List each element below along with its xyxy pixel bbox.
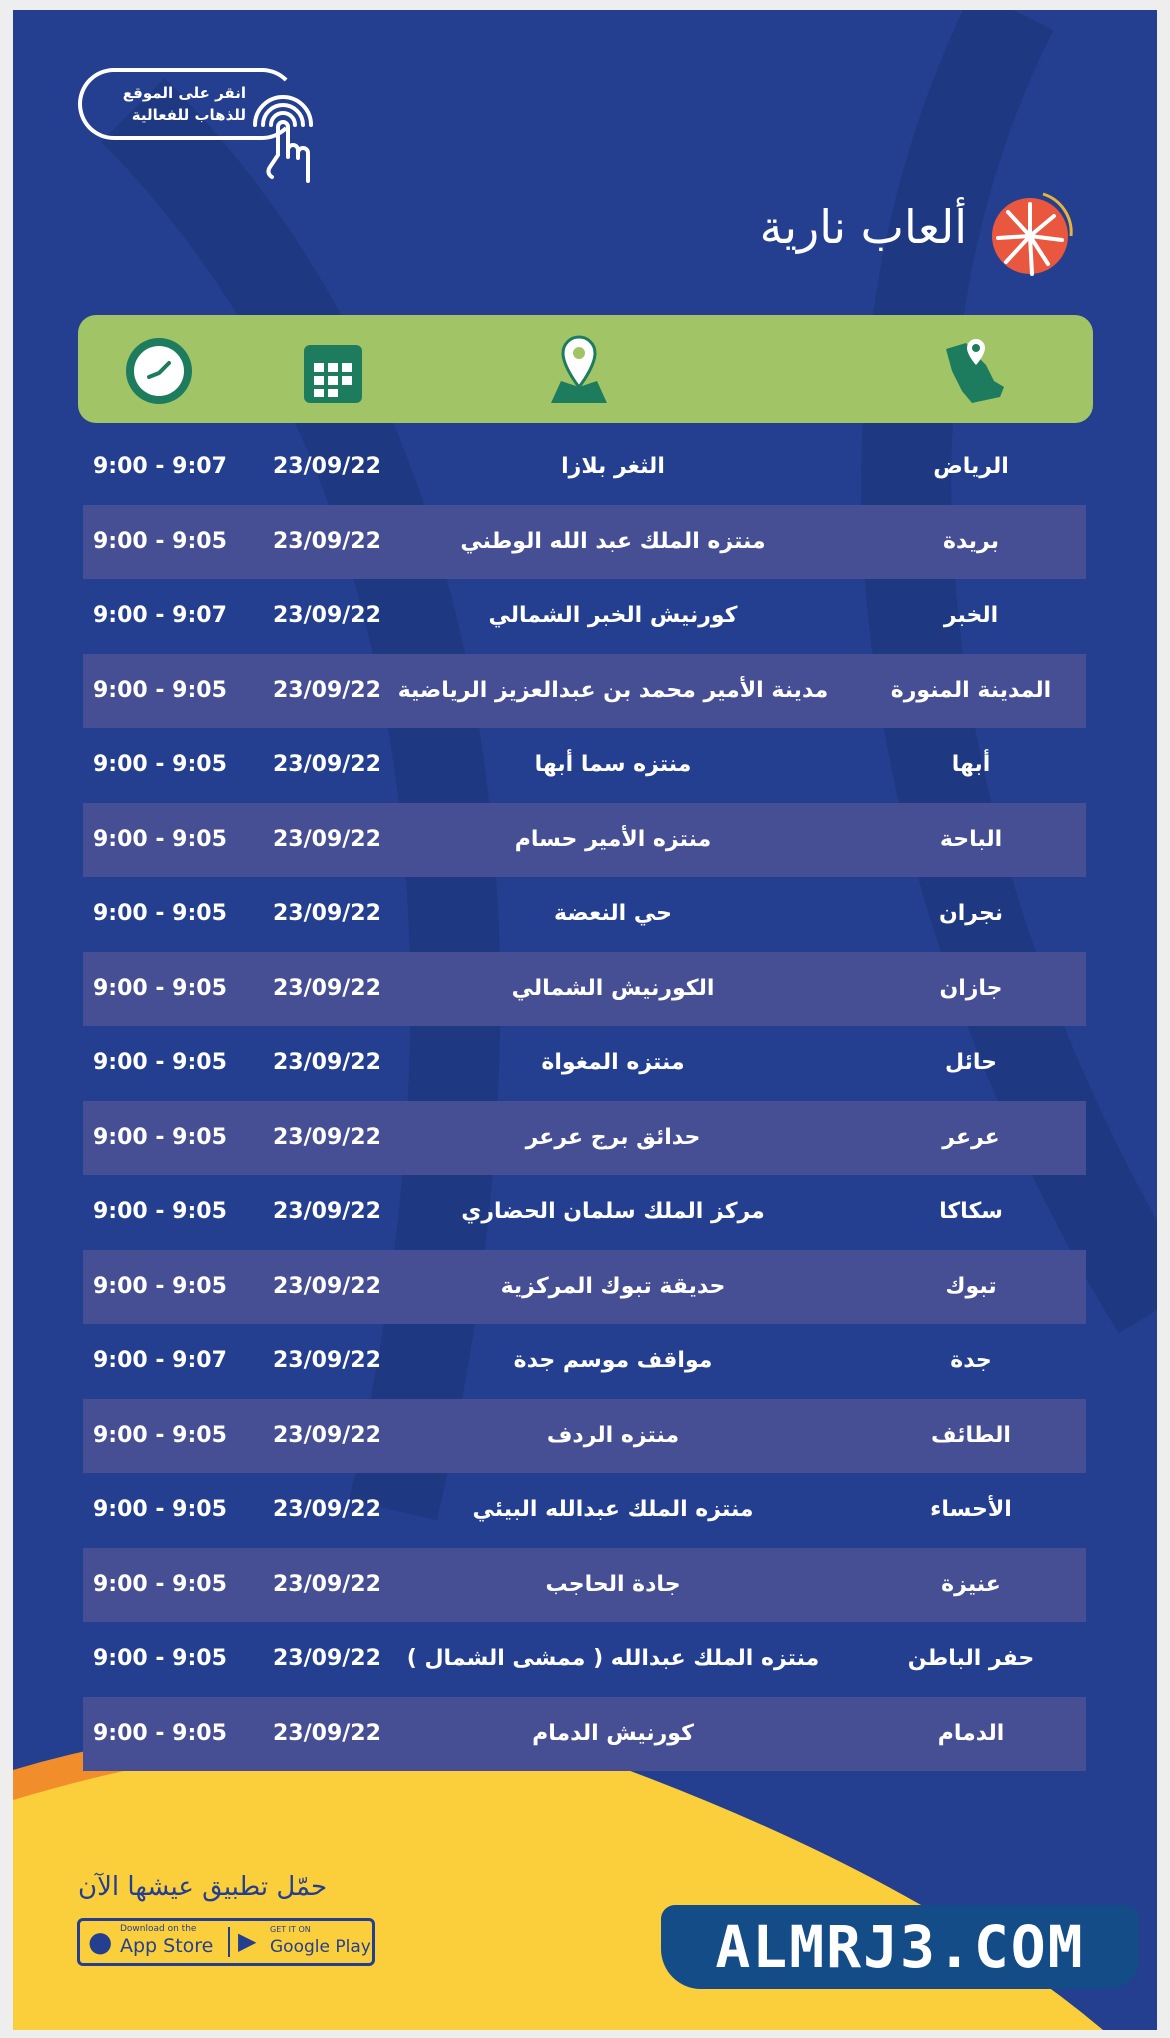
city-cell: نجران	[938, 901, 1004, 926]
table-row	[83, 1250, 1086, 1324]
table-row	[83, 1399, 1086, 1473]
date-cell: 23/09/22	[273, 1497, 381, 1522]
map-pin-icon	[543, 335, 615, 407]
clock-icon	[123, 335, 195, 407]
place-cell: منتزه الملك عبدالله البيئي	[472, 1497, 754, 1522]
brand-watermark: ALMRJ3.COM	[661, 1905, 1139, 1989]
city-cell: سكاكا	[939, 1199, 1003, 1224]
date-cell: 23/09/22	[273, 752, 381, 777]
date-cell: 23/09/22	[273, 677, 381, 703]
table-row	[83, 728, 1086, 802]
date-cell: 23/09/22	[273, 1720, 381, 1746]
appstore-small-label: Download on the	[120, 1924, 197, 1934]
date-cell: 23/09/22	[273, 454, 381, 479]
gplay-small-label: GET IT ON	[270, 1925, 311, 1934]
date-cell: 23/09/22	[273, 1646, 381, 1671]
date-cell: 23/09/22	[273, 1273, 381, 1299]
city-cell: أبها	[951, 752, 991, 777]
time-cell: 9:00 - 9:05	[93, 1050, 227, 1075]
event-card	[13, 10, 1157, 2030]
place-cell: مركز الملك سلمان الحضاري	[461, 1199, 765, 1224]
table-row	[83, 1175, 1086, 1249]
time-cell: 9:00 - 9:07	[93, 1348, 227, 1373]
table-row	[83, 1324, 1086, 1398]
gplay-label: Google Play	[270, 1937, 371, 1957]
calendar-icon	[298, 335, 370, 407]
place-cell: حي النعضة	[554, 901, 672, 926]
badge-divider	[228, 1927, 230, 1957]
place-cell: منتزه الأمير حسام	[514, 826, 712, 852]
city-cell: الخبر	[943, 603, 999, 628]
city-cell: الدمام	[937, 1720, 1005, 1746]
place-cell: مواقف موسم جدة	[513, 1348, 713, 1373]
store-badges	[77, 1918, 375, 1966]
time-cell: 9:00 - 9:05	[93, 677, 227, 703]
table-row	[83, 430, 1086, 504]
time-cell: 9:00 - 9:05	[93, 901, 227, 926]
table-row	[83, 803, 1086, 877]
table-row	[83, 1101, 1086, 1175]
table-row	[83, 654, 1086, 728]
city-cell: حائل	[944, 1050, 997, 1075]
place-cell: كورنيش الخبر الشمالي	[488, 603, 738, 628]
time-cell: 9:00 - 9:05	[93, 1571, 227, 1597]
time-cell: 9:00 - 9:07	[93, 603, 227, 628]
city-cell: الأحساء	[930, 1497, 1012, 1522]
appstore-label: App Store	[120, 1935, 214, 1957]
time-cell: 9:00 - 9:05	[93, 528, 227, 554]
hand-tap-icon	[253, 95, 323, 185]
city-cell: عنيزة	[941, 1571, 1001, 1597]
download-title: حمّل تطبيق عيشها الآن	[78, 1872, 328, 1902]
time-cell: 9:00 - 9:05	[93, 1646, 227, 1671]
time-cell: 9:00 - 9:05	[93, 752, 227, 777]
google-play-button[interactable]	[232, 1921, 372, 1963]
page-title: ألعاب نارية	[759, 200, 967, 254]
fireworks-icon	[988, 188, 1078, 278]
city-cell: جدة	[950, 1348, 992, 1373]
city-cell: الطائف	[931, 1422, 1011, 1448]
city-cell: عرعر	[942, 1124, 1000, 1150]
city-cell: بريدة	[943, 528, 999, 554]
place-cell: حدائق برج عرعر	[525, 1124, 701, 1150]
table-row	[83, 1548, 1086, 1622]
table-row	[83, 1473, 1086, 1547]
app-store-button[interactable]	[80, 1921, 228, 1963]
place-cell: منتزه الردف	[546, 1422, 680, 1448]
tap-line2: للذهاب للفعالية	[131, 106, 246, 124]
time-cell: 9:00 - 9:05	[93, 1124, 227, 1150]
city-cell: المدينة المنورة	[890, 677, 1052, 703]
time-cell: 9:00 - 9:05	[93, 1497, 227, 1522]
place-cell: منتزه الملك عبد الله الوطني	[460, 528, 766, 554]
time-cell: 9:00 - 9:05	[93, 975, 227, 1001]
table-row	[83, 1622, 1086, 1696]
date-cell: 23/09/22	[273, 1571, 381, 1597]
saudi-map-pin-icon	[938, 335, 1010, 407]
date-cell: 23/09/22	[273, 1348, 381, 1373]
place-cell: منتزه سما أبها	[534, 752, 692, 777]
city-cell: الباحة	[939, 826, 1003, 852]
time-cell: 9:00 - 9:05	[93, 1199, 227, 1224]
date-cell: 23/09/22	[273, 1050, 381, 1075]
place-cell: الكورنيش الشمالي	[511, 975, 715, 1001]
date-cell: 23/09/22	[273, 1422, 381, 1448]
place-cell: كورنيش الدمام	[532, 1720, 694, 1746]
place-cell: جادة الحاجب	[545, 1571, 681, 1597]
time-cell: 9:00 - 9:05	[93, 826, 227, 852]
place-cell: مدينة الأمير محمد بن عبدالعزيز الرياضية	[397, 677, 829, 703]
city-cell: تبوك	[945, 1273, 997, 1299]
city-cell: الرياض	[933, 454, 1009, 479]
place-cell: منتزه المغواة	[541, 1050, 685, 1075]
table-row	[83, 877, 1086, 951]
table-row	[83, 1026, 1086, 1100]
city-cell: حفر الباطن	[907, 1646, 1035, 1671]
date-cell: 23/09/22	[273, 975, 381, 1001]
table-row	[83, 952, 1086, 1026]
table-header	[78, 315, 1093, 423]
date-cell: 23/09/22	[273, 826, 381, 852]
time-cell: 9:00 - 9:05	[93, 1720, 227, 1746]
play-icon: ▶	[238, 1927, 257, 1955]
go-to-event-button[interactable]	[78, 60, 318, 184]
table-row	[83, 579, 1086, 653]
time-cell: 9:00 - 9:05	[93, 1422, 227, 1448]
date-cell: 23/09/22	[273, 1124, 381, 1150]
tap-line1: انقر على الموقع	[122, 84, 246, 102]
city-cell: جازان	[939, 975, 1003, 1001]
date-cell: 23/09/22	[273, 528, 381, 554]
time-cell: 9:00 - 9:05	[93, 1273, 227, 1299]
apple-icon: ●	[88, 1925, 113, 1958]
place-cell: حديقة تبوك المركزية	[500, 1273, 726, 1299]
date-cell: 23/09/22	[273, 603, 381, 628]
place-cell: منتزه الملك عبدالله ( ممشى الشمال )	[406, 1646, 820, 1671]
table-row	[83, 505, 1086, 579]
date-cell: 23/09/22	[273, 1199, 381, 1224]
time-cell: 9:00 - 9:07	[93, 454, 227, 479]
table-row	[83, 1697, 1086, 1771]
date-cell: 23/09/22	[273, 901, 381, 926]
place-cell: الثغر بلازا	[561, 454, 665, 479]
